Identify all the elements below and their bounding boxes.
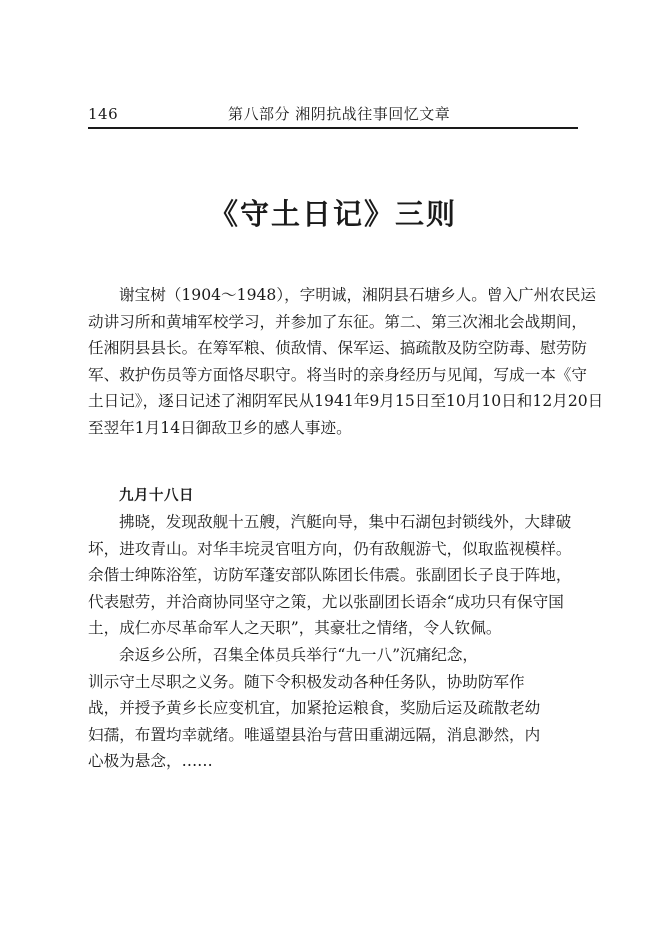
text-line: 余偕士绅陈浴笙，访防军蓬安部队陈团长伟震。张副团长子良于阵地， <box>88 566 572 585</box>
text-line: 土日记》，逐日记述了湘阴军民从1941年9月15日至10月10日和12月20日 <box>88 392 604 411</box>
text-line: 代表慰劳，并洽商协同坚守之策，尤以张副团长语余“成功只有保守国 <box>88 592 564 611</box>
text-line: 土，成仁亦尽革命军人之天职”，其豪壮之情绪，令人钦佩。 <box>88 619 502 638</box>
text-line: 心极为悬念，…… <box>88 752 213 771</box>
header-rule <box>88 127 578 129</box>
page-number: 146 <box>88 105 119 123</box>
text-line: 谢宝树（1904～1948），字明诚，湘阴县石塘乡人。曾入广州农民运 <box>119 286 597 304</box>
entry-paragraph-2 <box>88 642 580 775</box>
text-line: 余返乡公所，召集全体员兵举行“九一八”沉痛纪念， <box>119 645 479 664</box>
text-line: 拂晓，发现敌舰十五艘，汽艇向导，集中石湖包封锁线外，大肆破 <box>119 513 572 531</box>
intro-text <box>88 282 604 442</box>
running-head: 第八部分 湘阴抗战往事回忆文章 <box>228 105 451 123</box>
diary-entry-body <box>88 509 580 775</box>
text-line: 妇孺，布置均幸就绪。唯遥望县治与营田重湖远隔，消息渺然，内 <box>88 725 541 744</box>
text-line: 任湘阴县县长。在筹军粮、侦敌情、保军运、搞疏散及防空防毒、慰劳防 <box>88 339 588 358</box>
text-line: 战，并授予黄乡长应变机宜，加紧抢运粮食，奖励后运及疏散老幼 <box>88 699 541 718</box>
text-line: 至翌年1月14日御敌卫乡的感人事迹。 <box>88 418 352 437</box>
diary-entry-date: 九月十八日 <box>119 488 194 504</box>
text-line: 训示守土尽职之义务。随下令积极发动各种任务队，协助防军作 <box>88 672 525 691</box>
text-line: 动讲习所和黄埔军校学习，并参加了东征。第二、第三次湘北会战期间， <box>88 312 588 331</box>
intro-paragraph <box>88 282 604 442</box>
text-line: 军、救护伤员等方面恪尽职守。将当时的亲身经历与见闻，写成一本《守 <box>88 365 588 384</box>
entry-paragraph-1 <box>88 509 580 642</box>
page-header <box>88 103 578 125</box>
text-line: 坏，进攻青山。对华丰垸灵官咀方向，仍有敌舰游弋，似取监视模样。 <box>88 539 572 558</box>
article-title: 《守土日记》三则 <box>208 197 457 231</box>
